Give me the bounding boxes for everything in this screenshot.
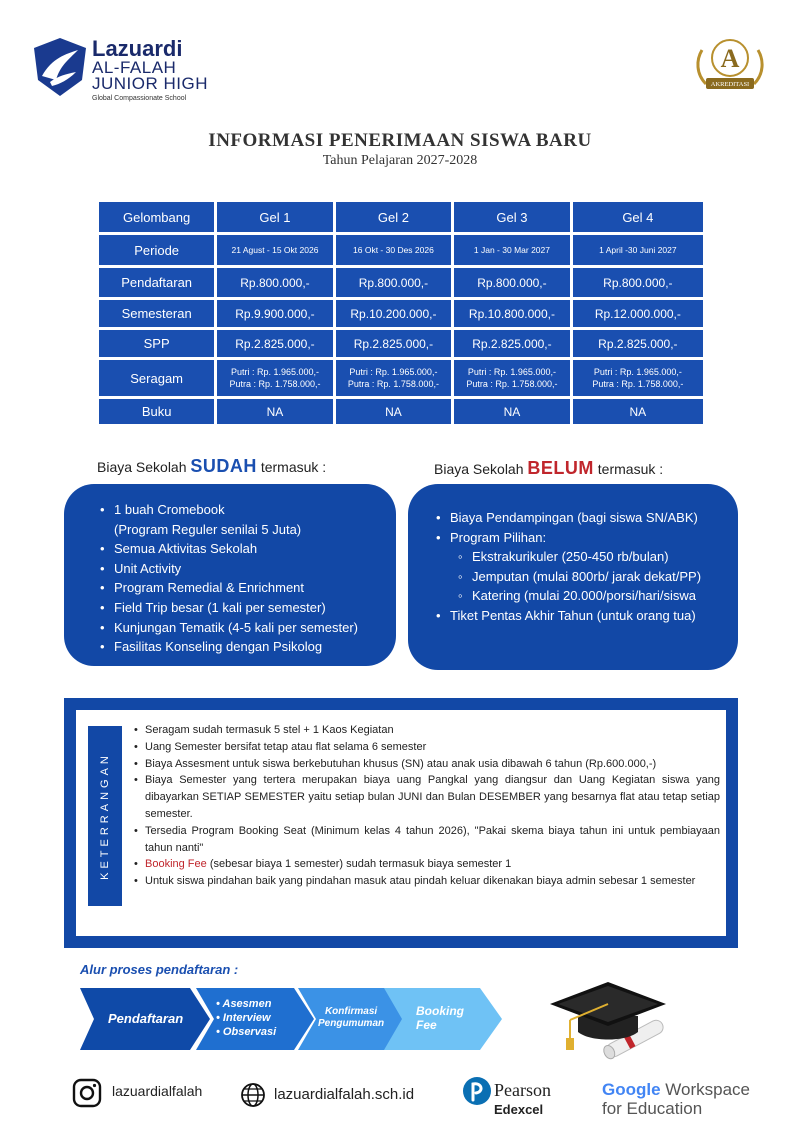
booking-fee-highlight: Booking Fee (145, 858, 207, 871)
table-cell: 1 Jan - 30 Mar 2027 (454, 235, 570, 265)
list-item: • Untuk siswa pindahan baik yang pindahan masuk atau pindah keluar dikenakan biaya admin sebesar 1 semester (134, 873, 720, 890)
included-prefix: Biaya Sekolah (97, 459, 187, 475)
table-cell: NA (573, 399, 703, 424)
seragam-putra: Putra : Rp. 1.758.000,- (229, 379, 321, 389)
list-item: • Tersedia Program Booking Seat (Minimum kelas 4 tahun 2026), "Pakai skema biaya tahun ini untuk pembiayaan tahun nanti" (134, 823, 720, 857)
list-item (134, 856, 720, 873)
workspace-word: Workspace (665, 1080, 751, 1099)
table-row (99, 399, 703, 424)
google-workspace-logo (602, 1080, 750, 1118)
table-cell: Gel 3 (454, 202, 570, 232)
fee-table (96, 199, 706, 427)
excluded-prefix: Biaya Sekolah (434, 461, 524, 477)
keterangan-list (134, 722, 720, 890)
excluded-heading (434, 458, 663, 479)
process-step-3-line: Pengumuman (318, 1018, 385, 1029)
brand-name: Lazuardi (92, 36, 183, 61)
table-cell: Rp.9.900.000,- (217, 300, 332, 327)
table-row (99, 330, 703, 357)
list-item: • Kunjungan Tematik (4-5 kali per semester) (96, 618, 386, 638)
page-subtitle: Tahun Pelajaran 2027-2028 (322, 153, 478, 168)
instagram-handle[interactable]: lazuardialfalah (112, 1083, 203, 1099)
seragam-putra: Putra : Rp. 1.758.000,- (347, 379, 439, 389)
list-item: • 1 buah Cromebook (96, 500, 386, 520)
list-item: ◦ Jemputan (mulai 800rb/ jarak dekat/PP) (432, 567, 732, 587)
seragam-putra: Putra : Rp. 1.758.000,- (466, 379, 558, 389)
table-cell: Semesteran (99, 300, 214, 327)
table-cell: Periode (99, 235, 214, 265)
list-item: (Program Reguler senilai 5 Juta) (114, 521, 302, 537)
seragam-putri: Putri : Rp. 1.965.000,- (593, 367, 682, 377)
website-link[interactable]: lazuardialfalah.sch.id (274, 1086, 415, 1103)
accreditation-label: AKREDITASI (710, 81, 750, 88)
table-cell: Rp.800.000,- (336, 268, 452, 297)
table-cell: Rp.10.200.000,- (336, 300, 452, 327)
table-cell: 21 Agust - 15 Okt 2026 (217, 235, 332, 265)
process-step-2-item: • Asesmen (216, 998, 272, 1010)
table-row (99, 300, 703, 327)
page-title: INFORMASI PENERIMAAN SISWA BARU (208, 130, 592, 151)
excluded-list (432, 508, 732, 626)
keterangan-label (88, 726, 122, 906)
pearson-logo-icon (462, 1076, 492, 1106)
table-cell: 1 April -30 Juni 2027 (573, 235, 703, 265)
process-step-4 (416, 1004, 464, 1032)
table-cell: NA (217, 399, 332, 424)
for-education-label: for Education (602, 1099, 703, 1118)
table-cell (454, 360, 570, 396)
accreditation-letter: A (720, 44, 740, 73)
table-cell (573, 360, 703, 396)
list-item: • Uang Semester bersifat tetap atau flat selama 6 semester (134, 739, 720, 756)
included-heading (97, 456, 326, 477)
process-step-4-line: Fee (416, 1018, 437, 1032)
table-cell: Gel 4 (573, 202, 703, 232)
included-suffix: termasuk : (260, 459, 327, 475)
list-item: • Seragam sudah termasuk 5 stel + 1 Kaos Kegiatan (134, 722, 720, 739)
included-box (64, 484, 396, 666)
table-cell: Gelombang (99, 202, 214, 232)
process-step-2-item: • Observasi (216, 1026, 277, 1038)
table-cell: Rp.2.825.000,- (454, 330, 570, 357)
brand-tagline: Global Compassionate School (92, 95, 187, 102)
google-word: Google (602, 1080, 661, 1099)
list-item: • Program Remedial & Enrichment (96, 578, 386, 598)
seragam-putri: Putri : Rp. 1.965.000,- (349, 367, 438, 377)
table-row (99, 235, 703, 265)
table-row (99, 268, 703, 297)
included-keyword: SUDAH (190, 456, 257, 476)
list-item: • Semua Aktivitas Sekolah (96, 539, 386, 559)
keterangan-label-text: KETERRANGAN (99, 752, 111, 880)
instagram-icon (72, 1078, 102, 1108)
table-row (99, 360, 703, 396)
excluded-keyword: BELUM (527, 458, 594, 478)
brand-block (92, 38, 208, 104)
list-item: • Fasilitas Konseling dengan Psikolog (96, 637, 386, 657)
list-item: • Unit Activity (96, 559, 386, 579)
table-cell: Rp.2.825.000,- (217, 330, 332, 357)
table-cell: Gel 2 (336, 202, 452, 232)
seragam-putri: Putri : Rp. 1.965.000,- (467, 367, 556, 377)
process-step-3 (318, 1006, 384, 1030)
table-cell: 16 Okt - 30 Des 2026 (336, 235, 452, 265)
table-cell: Rp.10.800.000,- (454, 300, 570, 327)
table-cell: Rp.800.000,- (454, 268, 570, 297)
table-cell: Pendaftaran (99, 268, 214, 297)
seragam-putri: Putri : Rp. 1.965.000,- (230, 367, 319, 377)
list-item: • Biaya Pendampingan (bagi siswa SN/ABK) (432, 508, 732, 528)
process-step-2 (216, 997, 276, 1039)
process-title: Alur proses pendaftaran : (80, 962, 239, 977)
list-item: • Program Pilihan: (432, 528, 732, 548)
booking-fee-text: (sebesar biaya 1 semester) sudah termasuk biaya semester 1 (206, 858, 512, 871)
excluded-box (408, 484, 738, 670)
table-cell (336, 360, 452, 396)
list-item: • Field Trip besar (1 kali per semester) (96, 598, 386, 618)
table-cell: Gel 1 (217, 202, 332, 232)
seragam-putra: Putra : Rp. 1.758.000,- (592, 379, 684, 389)
table-cell: SPP (99, 330, 214, 357)
graduation-cap-icon (548, 976, 670, 1062)
process-step-2-item: • Interview (216, 1012, 271, 1024)
school-logo-icon (32, 36, 88, 98)
table-row (99, 202, 703, 232)
process-step-1: Pendaftaran (108, 1011, 184, 1026)
pearson-label: Pearson (494, 1080, 551, 1100)
globe-icon (240, 1082, 266, 1108)
table-cell: Rp.2.825.000,- (336, 330, 452, 357)
list-item: ◦ Ekstrakurikuler (250-450 rb/bulan) (432, 547, 732, 567)
list-item: • Biaya Assesment untuk siswa berkebutuhan khusus (SN) atau anak usia dibawah 6 tahun (Rp.600.000,-) (134, 756, 720, 773)
list-item: • Biaya Semester yang tertera merupakan biaya uang Pangkal yang diangsur dan Uang Kegiatan siswa yang dibayarkan SETIAP SEMESTER yaitu setiap bulan JUNI dan Bulan DESEMBER yang besarnya flat atau tetap setiap semester. (134, 772, 720, 822)
table-cell: Rp.800.000,- (217, 268, 332, 297)
table-cell: Seragam (99, 360, 214, 396)
edexcel-label: Edexcel (494, 1102, 544, 1117)
list-item: • Tiket Pentas Akhir Tahun (untuk orang tua) (432, 606, 732, 626)
table-cell (217, 360, 332, 396)
table-cell: NA (336, 399, 452, 424)
list-item: ◦ Katering (mulai 20.000/porsi/hari/siswa (432, 586, 732, 606)
process-step-3-line: Konfirmasi (324, 1006, 378, 1017)
table-cell: NA (454, 399, 570, 424)
table-cell: Buku (99, 399, 214, 424)
accreditation-badge-icon (688, 30, 772, 98)
brand-line1: AL-FALAH (92, 58, 177, 77)
table-cell: Rp.2.825.000,- (573, 330, 703, 357)
table-cell: Rp.12.000.000,- (573, 300, 703, 327)
included-list (96, 500, 386, 657)
process-step-4-line: Booking (416, 1004, 464, 1018)
table-cell: Rp.800.000,- (573, 268, 703, 297)
brand-line2: JUNIOR HIGH (92, 74, 208, 93)
excluded-suffix: termasuk : (597, 461, 664, 477)
